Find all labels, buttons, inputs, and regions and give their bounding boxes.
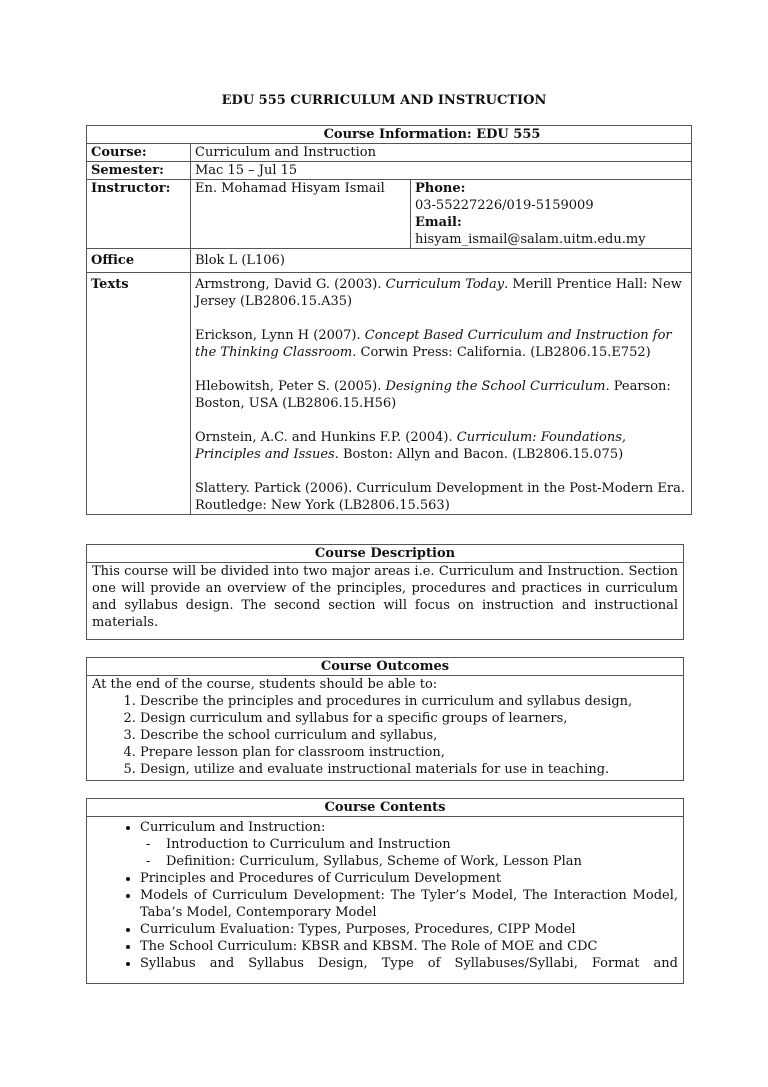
course-outcomes-list (92, 693, 678, 778)
outcome-item: 3. Describe the school curriculum and syllabus, (140, 727, 678, 744)
text-reference: Slattery. Partick (2006). Curriculum Development in the Post-Modern Era. Routledge: New York (LB2806.15.563) (195, 481, 685, 513)
text-reference: Armstrong, David G. (2003). Curriculum Today. Merill Prentice Hall: New Jersey (LB2806.15.A35) (195, 277, 682, 309)
email-value: hisyam_ismail@salam.uitm.edu.my (415, 232, 646, 247)
texts-label: Texts (87, 273, 191, 515)
phone-label: Phone: (415, 181, 466, 196)
contents-item: • Models of Curriculum Development: The Tyler’s Model, The Interaction Model, Taba’s Model, Contemporary Model (140, 887, 678, 921)
semester-label: Semester: (87, 162, 191, 180)
contents-subitem: - Introduction to Curriculum and Instruction (166, 836, 678, 853)
email-label: Email: (415, 215, 462, 230)
text-reference: Ornstein, A.C. and Hunkins F.P. (2004). Curriculum: Foundations, Principles and Issues. Boston: Allyn and Bacon. (LB2806.15.075) (195, 430, 627, 462)
course-description-box (86, 544, 684, 640)
semester-value: Mac 15 – Jul 15 (191, 162, 692, 180)
contents-item: • Curriculum and Instruction: - Introduction to Curriculum and Instruction - Definition: Curriculum, Syllabus, Scheme of Work, Lesson Plan (140, 819, 678, 870)
course-value: Curriculum and Instruction (191, 144, 692, 162)
course-information-table (86, 125, 692, 515)
outcome-item: 2. Design curriculum and syllabus for a specific groups of learners, (140, 710, 678, 727)
course-outcomes-intro: At the end of the course, students should be able to: (92, 677, 438, 692)
contents-item: • Syllabus and Syllabus Design, Type of Syllabuses/Syllabi, Format and (140, 955, 678, 972)
contents-item: • Curriculum Evaluation: Types, Purposes, Procedures, CIPP Model (140, 921, 678, 938)
course-contents-list (92, 819, 678, 972)
course-description-text: This course will be divided into two major areas i.e. Curriculum and Instruction. Section one will provide an overview of the principles, procedures and practices in curriculum and syllabus design. The second section will focus on instruction and instructional materials. (92, 564, 678, 630)
outcome-item: 5. Design, utilize and evaluate instructional materials for use in teaching. (140, 761, 678, 778)
course-label: Course: (87, 144, 191, 162)
course-information-header: Course Information: EDU 555 (87, 126, 692, 144)
course-outcomes-box (86, 657, 684, 781)
outcome-item: 1. Describe the principles and procedures in curriculum and syllabus design, (140, 693, 678, 710)
contents-item: • The School Curriculum: KBSR and KBSM. The Role of MOE and CDC (140, 938, 678, 955)
course-contents-header: Course Contents (87, 799, 683, 817)
outcome-item: 4. Prepare lesson plan for classroom instruction, (140, 744, 678, 761)
course-contents-body (87, 817, 683, 972)
course-outcomes-body (87, 676, 683, 778)
contents-item: • Principles and Procedures of Curriculum Development (140, 870, 678, 887)
contents-subitem: - Definition: Curriculum, Syllabus, Scheme of Work, Lesson Plan (166, 853, 678, 870)
contents-sublist (140, 836, 678, 870)
document-title: EDU 555 CURRICULUM AND INSTRUCTION (221, 93, 547, 108)
text-reference: Hlebowitsh, Peter S. (2005). Designing the School Curriculum. Pearson: Boston, USA (LB2806.15.H56) (195, 379, 671, 411)
text-reference: Erickson, Lynn H (2007). Concept Based Curriculum and Instruction for the Thinking Classroom. Corwin Press: California. (LB2806.15.E752) (195, 328, 672, 360)
course-contents-box (86, 798, 684, 984)
texts-list (191, 273, 692, 515)
instructor-contact (411, 180, 692, 249)
instructor-value: En. Mohamad Hisyam Ismail (191, 180, 411, 249)
office-label: Office (87, 249, 191, 273)
phone-value: 03-55227226/019-5159009 (415, 198, 594, 213)
instructor-label: Instructor: (87, 180, 191, 249)
office-value: Blok L (L106) (191, 249, 692, 273)
course-description-header: Course Description (87, 545, 683, 563)
course-outcomes-header: Course Outcomes (87, 658, 683, 676)
